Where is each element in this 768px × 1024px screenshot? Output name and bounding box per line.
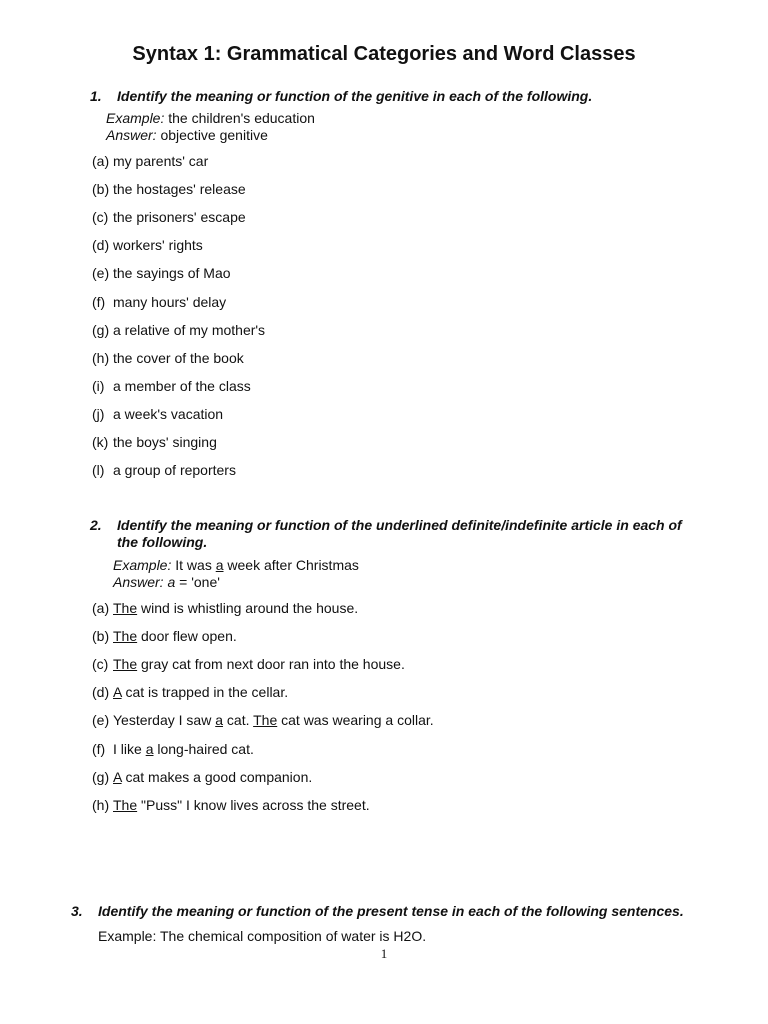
question-2-number: 2. [90,517,102,533]
question-3-heading [71,903,684,920]
item-text-post: cat was wearing a collar. [277,712,434,729]
underlined-article: A [113,768,122,785]
list-item [92,209,246,226]
item-label: (e) [92,712,110,729]
item-label: (j) [92,405,105,422]
answer-text: = 'one' [175,574,220,590]
item-text: a member of the class [113,377,251,394]
item-label: (f) [92,740,106,757]
list-item [92,378,251,395]
list-item [92,265,231,282]
list-item [92,434,217,451]
item-text-pre: I like [113,740,146,757]
example-label: Example: [113,557,172,573]
item-text-post: wind is whistling around the house. [137,600,359,616]
question-2-example [113,557,359,574]
item-text: the cover of the book [113,349,244,366]
item-text-post: door flew open. [137,628,237,645]
example-label: Example: [106,110,165,126]
list-item [92,741,254,758]
item-text: the boys' singing [113,434,217,450]
page-title: Syntax 1: Grammatical Categories and Word Classes [132,43,636,65]
underlined-article: The [253,712,278,729]
question-2-text-line1: Identify the meaning or function of the underlined definite/indefinite article in each of [117,517,682,533]
item-text-mid: cat. [223,712,254,729]
item-text: my parents' car [113,153,209,169]
underlined-article: The [113,628,138,645]
question-1-heading [90,88,592,105]
item-text-pre: Yesterday I saw [113,712,216,729]
question-2-heading-line2: the following. [117,534,208,550]
page-number: 1 [380,946,388,961]
item-label: (g) [92,768,110,785]
example-text: the children's education [164,110,315,126]
item-text: the hostages' release [113,181,246,198]
list-item [92,237,203,254]
item-text-post: cat makes a good companion. [121,768,313,785]
item-label: (a) [92,153,110,169]
item-label: (a) [92,600,110,616]
list-item [92,600,358,617]
item-label: (b) [92,181,110,198]
item-label: (g) [92,321,110,338]
list-item [92,628,237,645]
item-text-post: cat is trapped in the cellar. [121,684,289,701]
question-1-answer [106,127,268,144]
question-2-heading [90,517,682,534]
question-2-answer [113,574,220,591]
item-label: (i) [92,377,105,394]
item-label: (e) [92,265,110,282]
question-3-number: 3. [71,903,83,919]
item-text: a group of reporters [113,462,236,479]
item-text: the prisoners' escape [113,209,246,226]
underlined-article: a [145,740,154,757]
underlined-article: The [113,796,138,813]
underlined-article: A [113,684,122,701]
question-1-example [106,110,315,127]
answer-label: Answer: a [113,574,176,590]
example-post: week after Christmas [223,557,359,573]
list-item [92,684,288,701]
item-label: (c) [92,209,109,226]
item-text-post: "Puss" I know lives across the street. [137,796,370,813]
list-item [92,294,226,311]
underlined-article: a [215,712,224,729]
item-text-post: long-haired cat. [153,740,254,757]
list-item [92,769,312,786]
underlined-article: The [113,656,138,673]
item-label: (l) [92,462,105,479]
question-3-text: Identify the meaning or function of the present tense in each of the following sentences. [98,903,684,919]
item-label: (h) [92,796,110,813]
item-label: (c) [92,656,109,673]
list-item [92,350,244,367]
item-text: many hours' delay [113,293,227,310]
item-text: the sayings of Mao [113,265,231,282]
example-underlined: a [215,557,224,573]
underlined-article: The [113,600,138,616]
list-item [92,712,434,729]
item-label: (f) [92,293,106,310]
list-item [92,462,236,479]
item-label: (h) [92,349,110,366]
answer-text: objective genitive [156,127,268,143]
item-text-post: gray cat from next door ran into the house. [137,656,405,673]
answer-label: Answer: [106,127,157,143]
list-item [92,181,246,198]
list-item [92,797,370,814]
item-label: (d) [92,237,110,254]
item-text: a week's vacation [113,405,224,422]
item-label: (d) [92,684,110,701]
question-3-example: Example: The chemical composition of water is H2O. [98,928,427,944]
list-item [92,322,265,339]
item-text: workers' rights [113,237,203,254]
list-item [92,656,405,673]
example-pre: It was [171,557,216,573]
item-label: (b) [92,628,110,645]
list-item [92,406,223,423]
question-1-number: 1. [90,88,102,104]
item-label: (k) [92,434,109,450]
item-text: a relative of my mother's [113,321,266,338]
list-item [92,153,208,170]
question-1-text: Identify the meaning or function of the genitive in each of the following. [117,88,593,104]
